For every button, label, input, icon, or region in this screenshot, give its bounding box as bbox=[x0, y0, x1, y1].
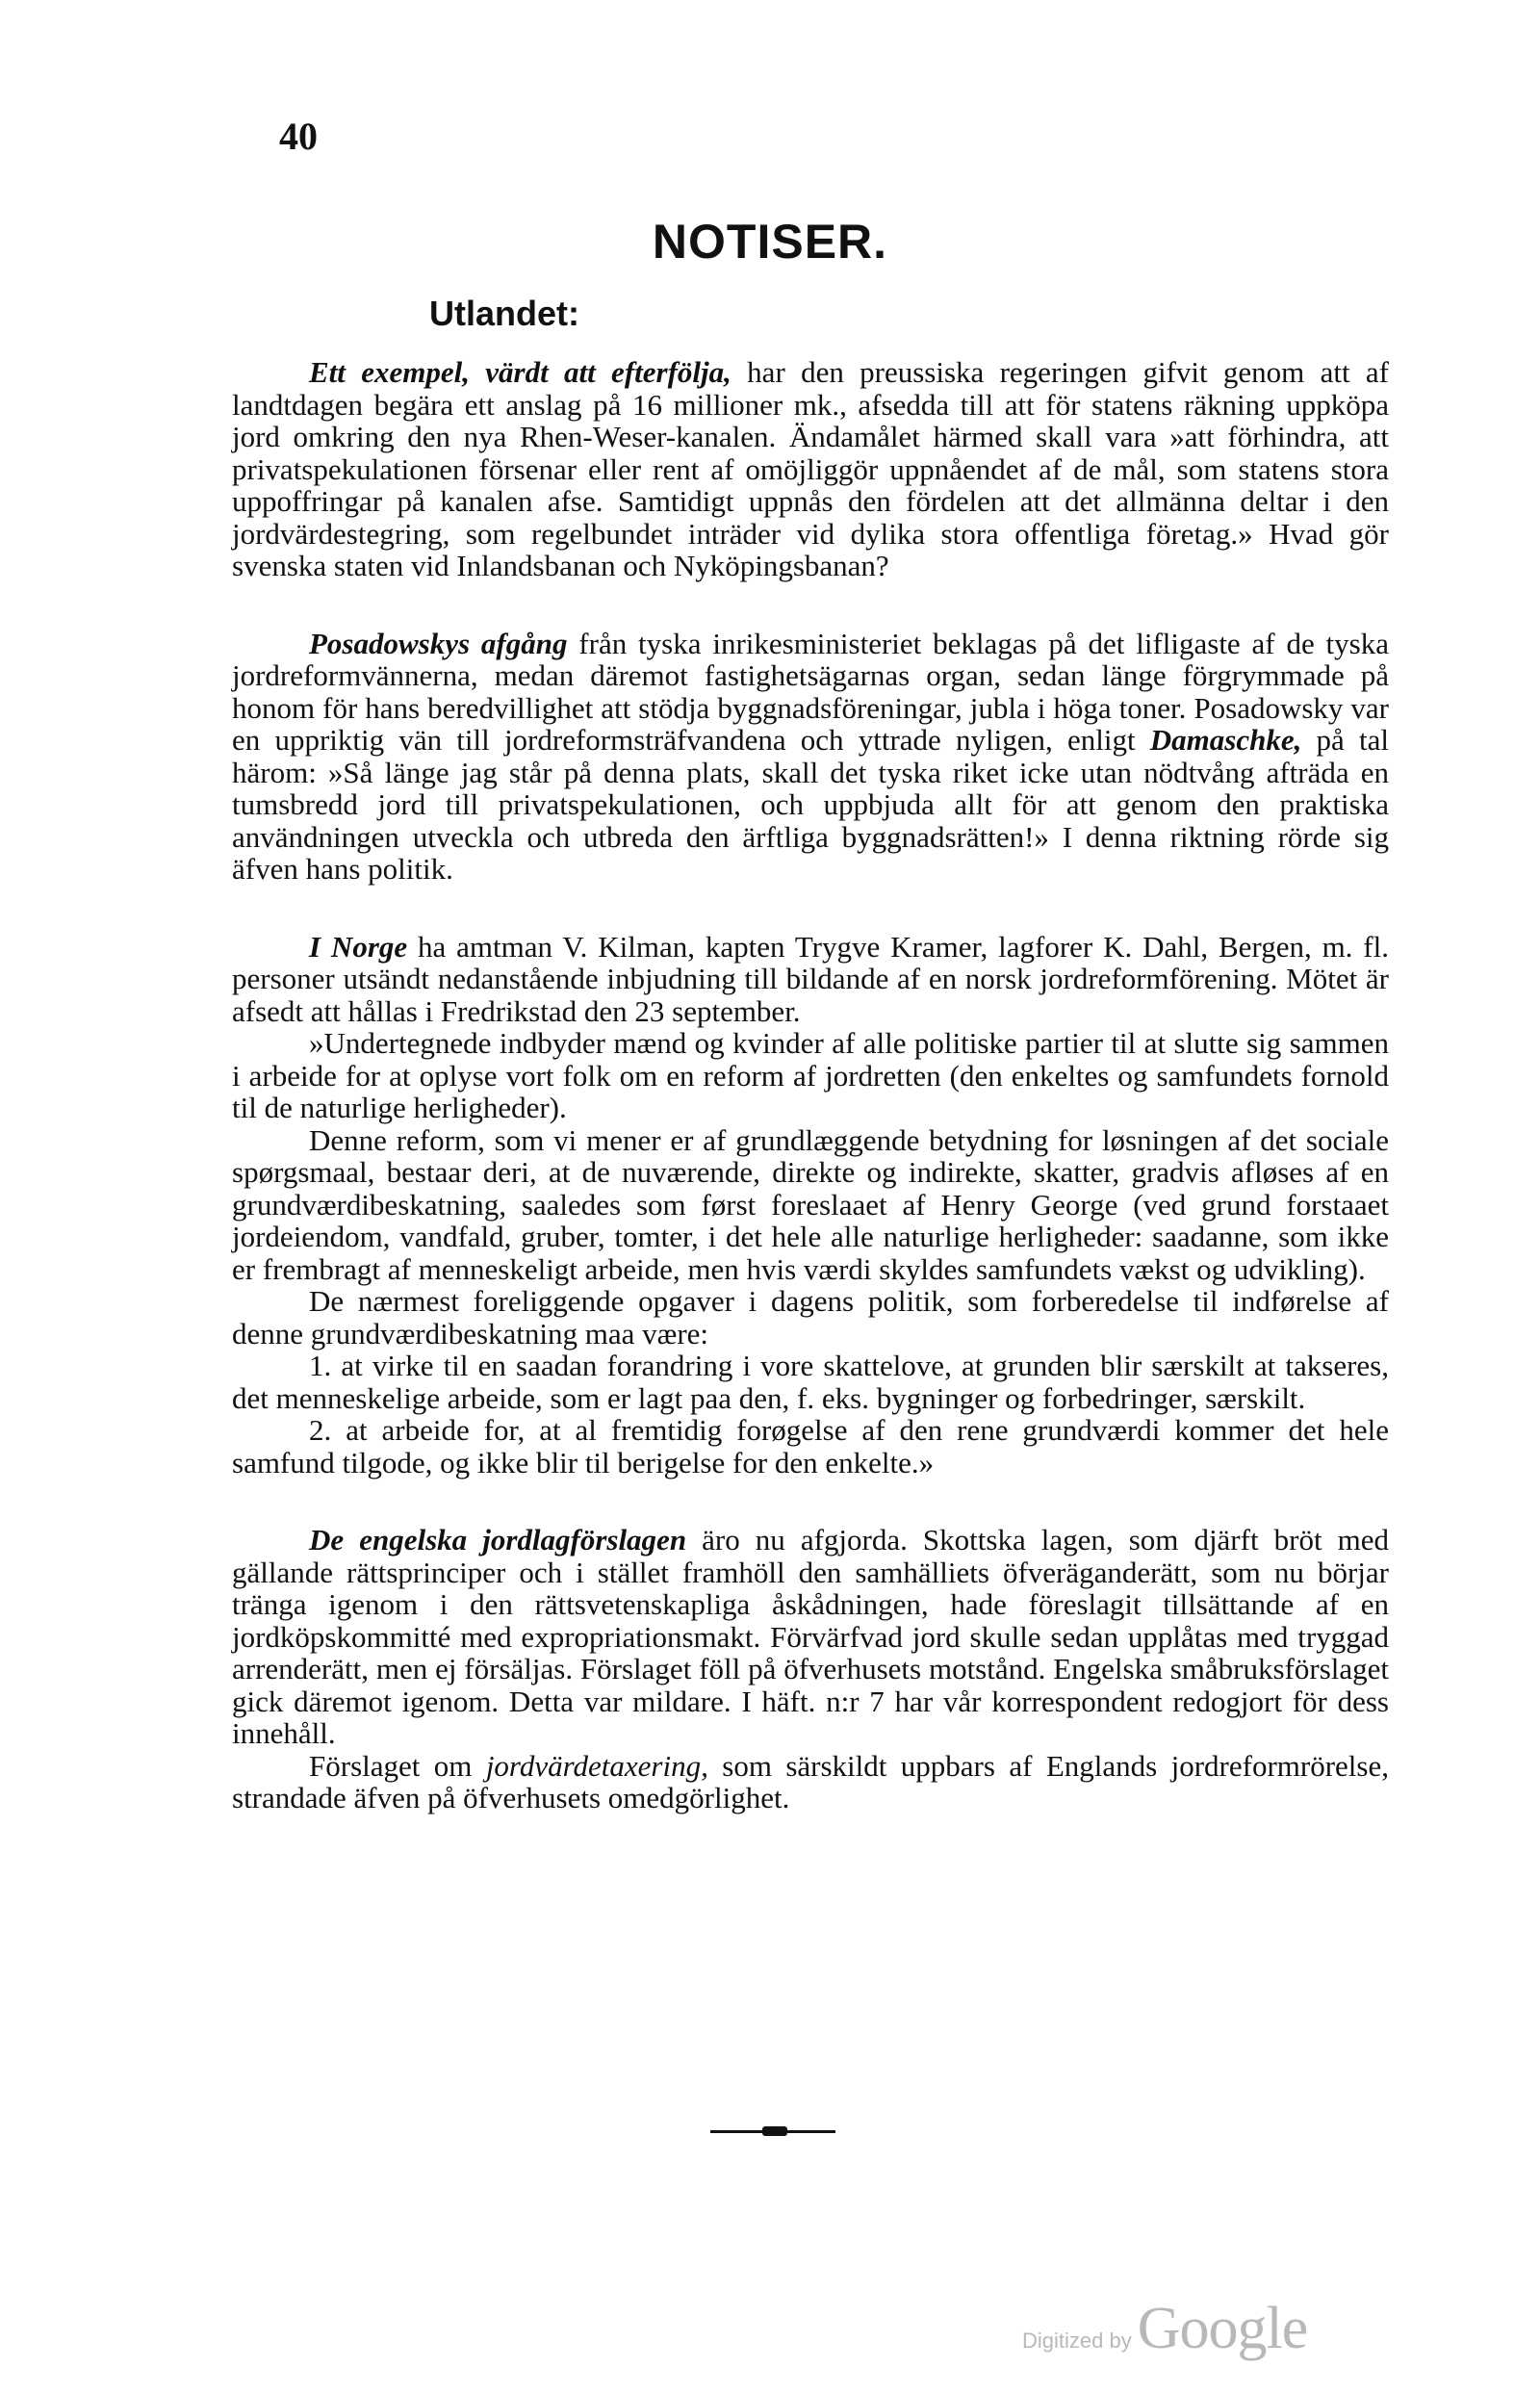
paragraph-lead: Ett exempel, värdt att efterfölja, bbox=[309, 355, 732, 389]
paragraph-italic-name: Damaschke, bbox=[1149, 723, 1302, 757]
digitized-label: Digitized by bbox=[1022, 2329, 1132, 2353]
paragraph-ett-exempel bbox=[232, 356, 1389, 582]
paragraph-text-continued: som särskildt uppbars af Englands jordreformrörelse, strandade äfven på öfverhusets omedgörlighet. bbox=[232, 1748, 1389, 1814]
paragraph-engelska bbox=[232, 1524, 1389, 1750]
paragraph-i-norge bbox=[232, 931, 1389, 1028]
paragraph-text: har den preussiska regeringen gifvit genom att af landtdagen begära ett anslag på 16 millioner mk., afsedda till att för statens räkning uppköpa jord omkring den nya Rhen-Weser-kanalen. Ändamålet härmed skall vara »att förhindra, att privatspekulationen försenar eller rent af omöjliggör uppnåendet af de mål, som statens stora uppoffringar på kanalen afse. Samtidigt uppnås den fördelen att det allmänna deltar i den jordvärdestegring, som regelbundet inträder vid dylika stora offentliga företag.» Hvad gör svenska staten vid Inlandsbanan och Nyköpingsbanan? bbox=[232, 355, 1389, 582]
paragraph-quote-item-1: 1. at virke til en saadan forandring i vore skattelove, at grunden blir særskilt at takseres, det menneskelige arbeide, som er lagt paa den, f. eks. bygninger og forbedringer, særskilt. bbox=[232, 1349, 1389, 1415]
digitized-watermark bbox=[1022, 2295, 1307, 2363]
paragraph-text-continued: på tal härom: »Så länge jag står på denna plats, skall det tyska riket icke utan nödtvång afträda en tumsbredd jord till privatspekulationen, och uppbjuda allt för att genom den praktiska användningen utveckla och utbreda den ärftliga byggnadsrätten!» I denna riktning rörde sig äfven hans politik. bbox=[232, 723, 1389, 886]
paragraph-italic-term: jordvärdetaxering, bbox=[485, 1748, 708, 1783]
paragraph-quote-intro: »Undertegnede indbyder mænd og kvinder af alle politiske partier til at slutte sig sammen i arbeide for at oplyse vort folk om en reform af jordretten (den enkeltes og samfundets fornold til de naturlige herligheder). bbox=[232, 1026, 1389, 1124]
section-heading: Utlandet: bbox=[429, 294, 579, 333]
paragraph-lead: I Norge bbox=[309, 929, 408, 964]
paragraph-posadowsky bbox=[232, 628, 1389, 886]
page-title: NOTISER. bbox=[652, 215, 888, 269]
paragraph-forslaget bbox=[232, 1750, 1389, 1814]
page-number: 40 bbox=[279, 115, 318, 158]
paragraph-quote-item-2: 2. at arbeide for, at al fremtidig forøgelse af den rene grundværdi kommer det hele samfund tilgode, og ikke blir til berigelse for den enkelte.» bbox=[232, 1413, 1389, 1480]
paragraph-quote-tasks: De nærmest foreliggende opgaver i dagens politik, som forberedelse til indførelse af denne grundværdibeskatning maa være: bbox=[232, 1284, 1389, 1351]
article-body bbox=[232, 356, 1389, 1814]
paragraph-quote-reform: Denne reform, som vi mener er af grundlæggende betydning for løsningen af det sociale spørgsmaal, bestaar deri, at de nuværende, direkte og indirekte, skatter, gradvis afløses af en grundværdibeskatning, saaledes som først foreslaaet af Henry George (ved grund forstaaet jordeiendom, vandfald, gruber, tomter, i det hele alle naturlige herligheder: saadanne, som ikke er frembragt af menneskeligt arbeide, men hvis værdi skyldes samfundets vækst og udvikling). bbox=[232, 1122, 1389, 1286]
paragraph-text: Förslaget om bbox=[309, 1748, 486, 1783]
paragraph-lead: De engelska jordlagförslagen bbox=[309, 1523, 687, 1557]
digitized-brand: Google bbox=[1137, 2296, 1308, 2361]
paragraph-text: äro nu afgjorda. Skottska lagen, som djärft bröt med gällande rättsprinciper och i stället framhöll den samhälliets öfveräganderätt, som nu börjar tränga igenom i den rättsvetenskapliga åskådningen, hade föreslagit tillsättande af en jordköpskommitté med expropriationsmakt. Förvärfvad jord skulle sedan upplåtas med tryggad arrenderätt, men ej försäljas. Förslaget föll på öfverhusets motstånd. Engelska småbruksförslaget gick däremot igenom. Detta var mildare. I häft. n:r 7 har vår korrespondent redogjort för dess innehåll. bbox=[232, 1523, 1389, 1750]
divider-ornament bbox=[762, 2126, 787, 2136]
paragraph-text: från tyska inrikesministeriet beklagas på det lifligaste af de tyska jordreformvännerna, medan däremot fastighetsägarnas organ, sedan länge förgrymmade på honom för hans beredvillighet att stödja byggnadsföreningar, jubla i höga toner. Posadowsky var en uppriktig vän till jordreformsträfvandena och yttrade nyligen, enligt bbox=[232, 626, 1389, 757]
paragraph-lead: Posadowskys afgång bbox=[309, 626, 568, 660]
paragraph-text: ha amtman V. Kilman, kapten Trygve Kramer, lagforer K. Dahl, Bergen, m. fl. personer utsändt nedanstående inbjudning till bildande af en norsk jordreformförening. Mötet är afsedt att hållas i Fredrikstad den 23 september. bbox=[232, 929, 1389, 1028]
